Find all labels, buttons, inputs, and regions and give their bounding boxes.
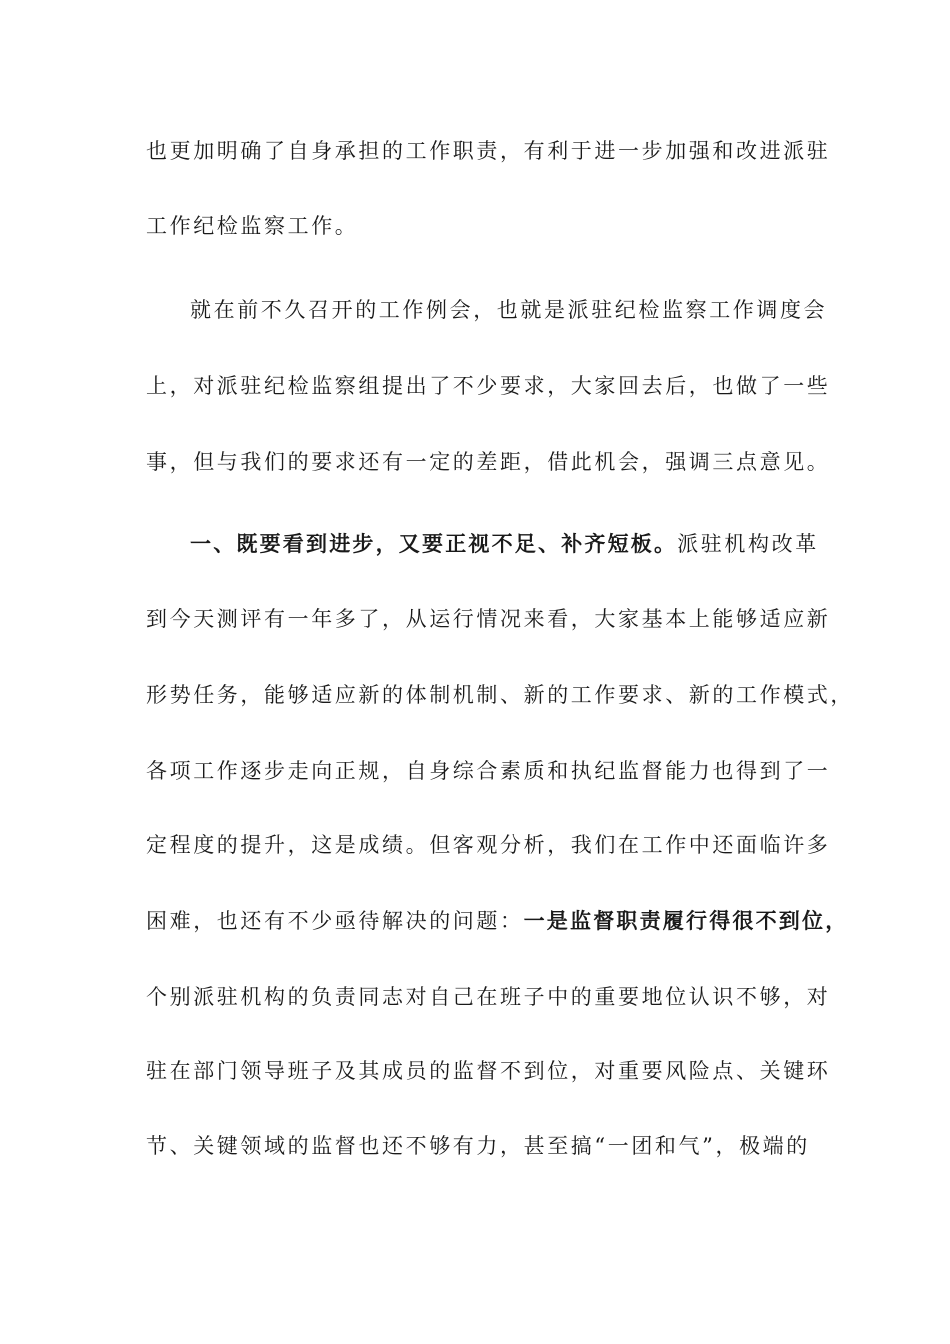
paragraph-3-line-7: 个别派驻机构的负责同志对自己在班子中的重要地位认识不够，对 (146, 985, 831, 1009)
paragraph-3-line-1 (190, 529, 819, 559)
paragraph-3-line-2: 到今天测评有一年多了，从运行情况来看，大家基本上能够适应新 (146, 607, 831, 631)
section-heading-1: 一、既要看到进步，又要正视不足、补齐短板。 (190, 532, 678, 556)
paragraph-2-line-2: 上，对派驻纪检监察组提出了不少要求，大家回去后，也做了一些 (146, 374, 831, 398)
paragraph-3-line-3: 形势任务，能够适应新的体制机制、新的工作要求、新的工作模式， (146, 683, 854, 707)
paragraph-1-line-1: 也更加明确了自身承担的工作职责，有利于进一步加强和改进派驻 (146, 139, 831, 163)
paragraph-2-line-3: 事，但与我们的要求还有一定的差距，借此机会，强调三点意见。 (146, 450, 831, 474)
paragraph-3-line-9: 节、关键领域的监督也还不够有力，甚至搞“一团和气”，极端的 (146, 1134, 810, 1158)
paragraph-3-line-8: 驻在部门领导班子及其成员的监督不到位，对重要风险点、关键环 (146, 1059, 831, 1083)
paragraph-2-line-1: 就在前不久召开的工作例会，也就是派驻纪检监察工作调度会 (190, 298, 828, 322)
paragraph-3-line-5: 定程度的提升，这是成绩。但客观分析，我们在工作中还面临许多 (146, 833, 831, 857)
paragraph-3-line-1-text: 派驻机构改革 (677, 532, 819, 556)
paragraph-1-line-2: 工作纪检监察工作。 (146, 214, 359, 238)
paragraph-3-line-6 (146, 906, 848, 936)
paragraph-3-line-4: 各项工作逐步走向正规，自身综合素质和执纪监督能力也得到了一 (146, 759, 831, 783)
point-heading-1: 一是监督职责履行得很不到位， (523, 909, 849, 933)
paragraph-3-line-6-text: 困难，也还有不少亟待解决的问题： (146, 909, 524, 933)
